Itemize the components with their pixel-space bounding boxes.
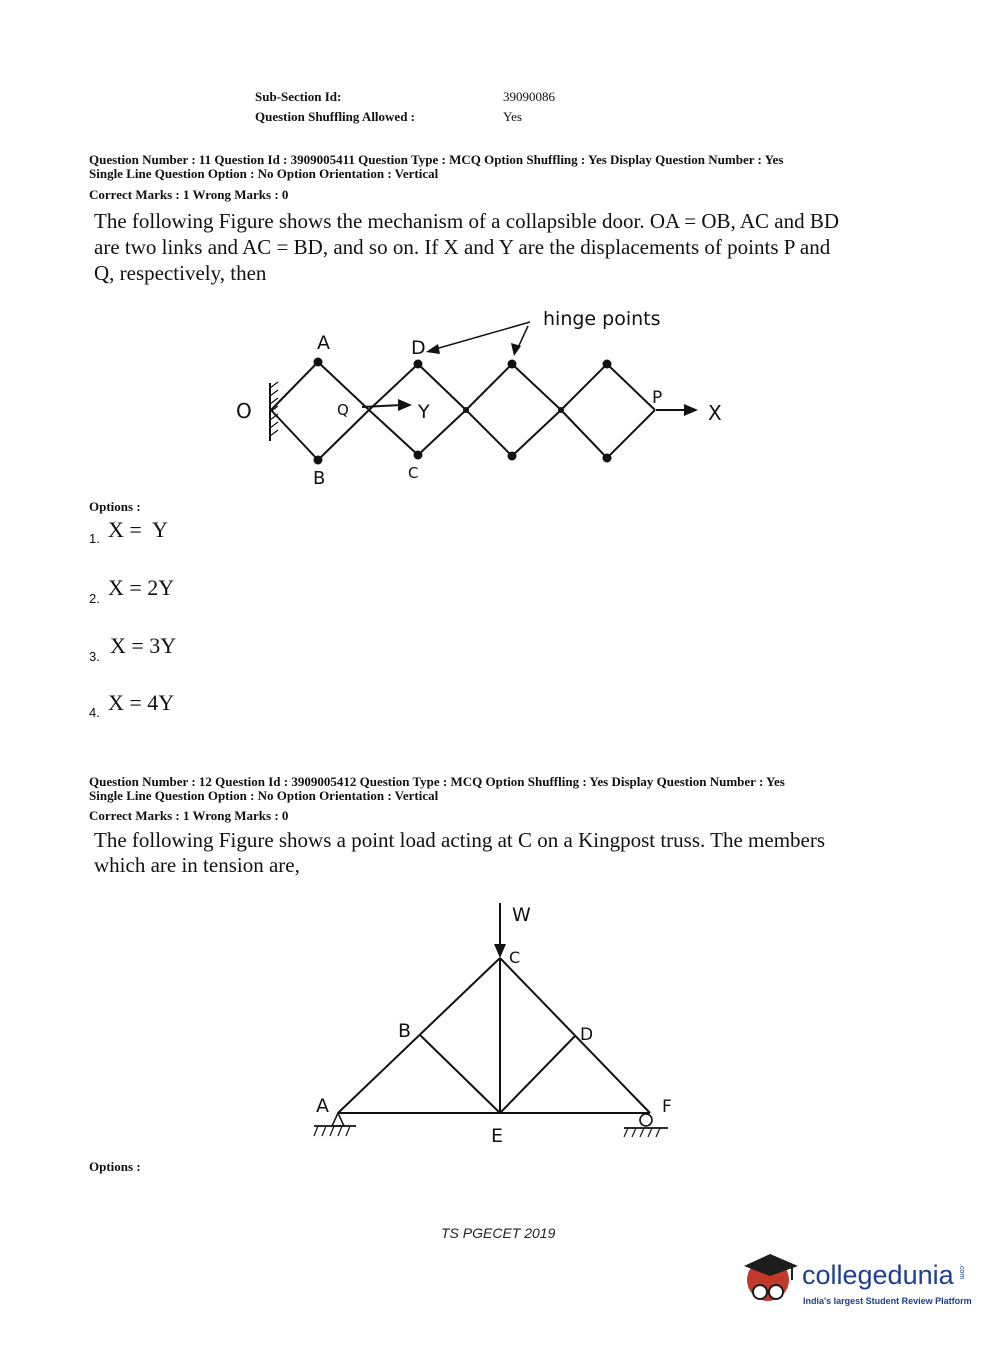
label-A: A <box>317 332 330 354</box>
label-P: P <box>652 388 663 408</box>
hinge-points-label: hinge points <box>543 308 661 330</box>
hinge-top-4 <box>603 360 612 369</box>
collapsible-door-figure <box>220 295 760 495</box>
q11-option-4-text[interactable]: X = 4Y <box>108 690 175 715</box>
q11-options-label: Options : <box>89 499 141 514</box>
hinge-B <box>314 456 323 465</box>
hinge-top-3 <box>508 360 517 369</box>
q12-marks: Correct Marks : 1 Wrong Marks : 0 <box>89 808 289 823</box>
member-DE <box>500 1036 575 1113</box>
hinge-bottom-3 <box>508 452 517 461</box>
q11-option-1-text[interactable]: X = Y <box>108 517 168 542</box>
kingpost-truss-figure <box>300 890 700 1150</box>
label-D: D <box>580 1025 594 1045</box>
q11-meta-line2: Single Line Question Option : No Option Orientation : Vertical <box>89 166 439 181</box>
exam-footer: TS PGECET 2019 <box>441 1225 556 1241</box>
label-Q: Q <box>337 401 349 419</box>
brand-name: collegedunia <box>802 1260 954 1290</box>
q12-meta-line1: Question Number : 12 Question Id : 3909005412 Question Type : MCQ Option Shuffling : Yes Display Question Number : Yes <box>89 774 785 789</box>
label-A: A <box>316 1095 329 1117</box>
hinge-mid-3 <box>558 407 564 413</box>
graduation-cap-icon <box>740 1246 802 1308</box>
q11-option-4-number: 4. <box>89 705 100 720</box>
label-C: C <box>408 464 419 482</box>
collegedunia-logo[interactable] <box>740 1246 970 1316</box>
q11-text-line3: Q, respectively, then <box>94 261 267 285</box>
q11-option-3-number: 3. <box>89 649 100 664</box>
q11-meta-line1: Question Number : 11 Question Id : 3909005411 Question Type : MCQ Option Shuffling : Yes Display Question Number : Yes <box>89 152 784 167</box>
q11-text-line2: are two links and AC = BD, and so on. If X and Y are the displacements of points P and <box>94 235 831 259</box>
link-chain-2 <box>318 364 655 460</box>
subsection-label: Sub-Section Id: <box>255 89 342 104</box>
brand-suffix: .com <box>958 1264 965 1280</box>
label-W: W <box>512 904 531 926</box>
label-F: F <box>662 1097 672 1117</box>
label-X: X <box>708 401 722 425</box>
brand-tagline: India's largest Student Review Platform <box>803 1296 972 1306</box>
label-O: O <box>236 399 252 423</box>
label-E: E <box>491 1125 504 1147</box>
hinge-D <box>414 360 423 369</box>
q12-text-line2: which are in tension are, <box>94 853 300 877</box>
label-Y: Y <box>418 401 430 423</box>
q11-option-2-text[interactable]: X = 2Y <box>108 575 175 600</box>
label-D: D <box>411 337 426 359</box>
link-OB <box>271 410 318 460</box>
q11-marks: Correct Marks : 1 Wrong Marks : 0 <box>89 187 289 202</box>
label-C: C <box>509 948 521 967</box>
q12-meta-line2: Single Line Question Option : No Option Orientation : Vertical <box>89 788 439 803</box>
q11-option-2-number: 2. <box>89 591 100 606</box>
label-B: B <box>313 468 326 489</box>
hinge-A <box>314 358 323 367</box>
q11-option-1-number: 1. <box>89 531 100 546</box>
subsection-value: 39090086 <box>503 89 555 104</box>
q12-options-label: Options : <box>89 1159 141 1174</box>
q12-text-line1: The following Figure shows a point load acting at C on a Kingpost truss. The members <box>94 828 826 852</box>
hinge-bottom-4 <box>603 454 612 463</box>
shuffling-label: Question Shuffling Allowed : <box>255 109 416 124</box>
link-OA <box>271 362 318 410</box>
hinge-C <box>414 451 423 460</box>
q11-option-3-text[interactable]: X = 3Y <box>110 633 177 658</box>
shuffling-value: Yes <box>503 109 522 124</box>
hinge-mid-2 <box>463 407 469 413</box>
member-BE <box>420 1035 500 1113</box>
q11-text-line1: The following Figure shows the mechanism of a collapsible door. OA = OB, AC and BD <box>94 209 840 233</box>
label-B: B <box>398 1020 412 1042</box>
